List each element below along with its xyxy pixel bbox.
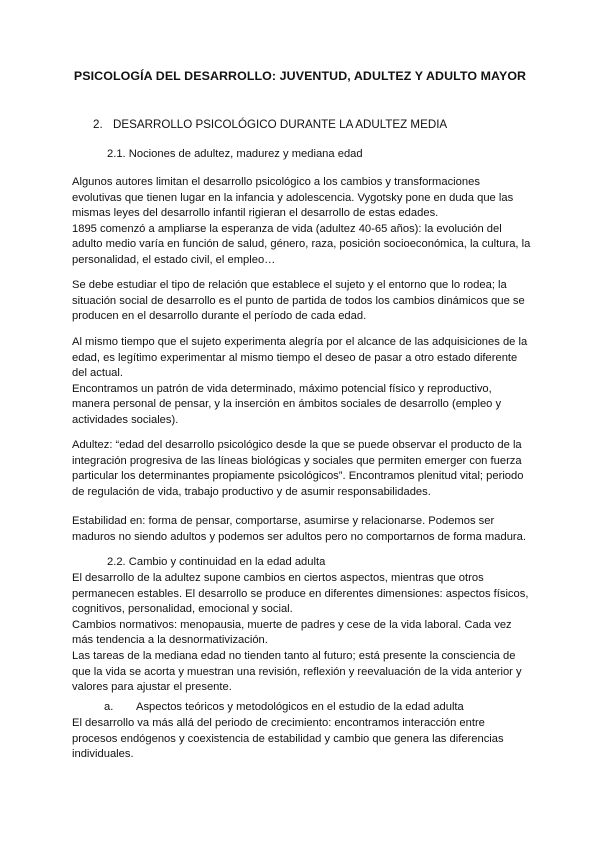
text-line: adulto medio varía en función de salud, género, raza, posición socioeconómica, la cultura, la <box>72 238 531 251</box>
text-line: permanecen estables. El desarrollo se produce en diferentes dimensiones: aspectos físicos, <box>72 587 529 600</box>
text-line: edad, es legítimo experimentar al mismo tiempo el deseo de pasar a otro estado diferente <box>72 351 518 364</box>
text-line: que la vida se acorta y muestran una revisión, reflexión y reevaluación de la vida anterior y <box>72 665 522 678</box>
text-line: situación social de desarrollo es el punto de partida de todos los cambios dinámicos que se <box>72 294 525 307</box>
text-line: Adultez: “edad del desarrollo psicológico desde la que se puede observar el producto de la <box>72 439 522 451</box>
text-line: del actual. <box>72 367 123 380</box>
text-line: valores para ajustar el presente. <box>72 681 232 694</box>
text-line: Encontramos un patrón de vida determinado, máximo potencial físico y reproductivo, <box>72 382 492 395</box>
text-line: manera personal de pensar, y la inserción en ámbitos sociales de desarrollo (empleo y <box>72 398 502 411</box>
paragraph-3 <box>72 335 532 429</box>
subsection-heading-2-1 <box>107 148 363 160</box>
document-title: PSICOLOGÍA DEL DESARROLLO: JUVENTUD, ADULTEZ Y ADULTO MAYOR <box>73 69 527 83</box>
text-line: de regulación de vida, trabajo productivo y de asumir responsabilidades. <box>72 485 431 498</box>
subsection-heading-2-2 <box>107 556 325 568</box>
text-line: individuales. <box>72 748 134 761</box>
section-number: 2. <box>93 118 103 131</box>
paragraph-5 <box>72 514 532 545</box>
text-line: cognitivos, personalidad, emocional y social. <box>72 603 293 616</box>
text-line: mismas leyes del desarrollo infantil rigieran el desarrollo de estas edades. <box>72 207 439 220</box>
text-line: integración progresiva de las líneas biológicas y sociales que permiten emerger con fuerza <box>72 454 522 467</box>
text-line: particular los determinantes propiamente psicológicos”. Encontramos plenitud vital; periodo <box>72 470 524 483</box>
text-line: Se debe estudiar el tipo de relación que establece el sujeto y el entorno que lo rodea; la <box>72 279 507 291</box>
section-label: DESARROLLO PSICOLÓGICO DURANTE LA ADULTEZ MEDIA <box>113 118 448 131</box>
text-line: Estabilidad en: forma de pensar, comportarse, asumirse y relacionarse. Podemos ser <box>72 515 495 527</box>
text-line: 1895 comenzó a ampliarse la esperanza de vida (adultez 40-65 años): la evolución del <box>72 222 502 235</box>
text-line: Cambios normativos: menopausia, muerte de padres y cese de la vida laboral. Cada vez <box>72 618 512 631</box>
subsection-label: Aspectos teóricos y metodológicos en el estudio de la edad adulta <box>136 701 464 713</box>
subsection-number: a. <box>104 701 114 713</box>
subsection-number: 2.1. <box>107 148 126 160</box>
paragraph-6 <box>72 571 532 696</box>
text-line: El desarrollo va más allá del periodo de crecimiento: encontramos interacción entre <box>72 717 485 729</box>
text-line: Las tareas de la mediana edad no tienden tanto al futuro; está presente la consciencia de <box>72 649 516 662</box>
section-heading <box>93 118 447 131</box>
text-line: maduros no siendo adultos y podemos ser adultos pero no comportarnos de forma madura. <box>72 530 526 543</box>
subsection-label: Nociones de adultez, madurez y mediana edad <box>128 148 363 160</box>
text-line: evolutivas que tienen lugar en la infancia y adolescencia. Vygotsky pone en duda que las <box>72 191 514 204</box>
subsection-label: Cambio y continuidad en la edad adulta <box>128 556 326 568</box>
text-line: procesos endógenos y coexistencia de estabilidad y cambio que genera las diferencias <box>72 732 504 745</box>
subsection-number: 2.2. <box>107 556 126 568</box>
text-line: Al mismo tiempo que el sujeto experimenta alegría por el alcance de las adquisiciones de la <box>72 336 528 348</box>
paragraph-2 <box>72 278 532 325</box>
paragraph-7 <box>72 716 532 763</box>
text-line: Algunos autores limitan el desarrollo psicológico a los cambios y transformaciones <box>72 176 480 188</box>
text-line: El desarrollo de la adultez supone cambios en ciertos aspectos, mientras que otros <box>72 572 484 584</box>
paragraph-1 <box>72 175 532 269</box>
text-line: más tendencia a la desnormativización. <box>72 634 268 647</box>
text-line: producen en el desarrollo durante el período de cada edad. <box>72 310 367 323</box>
text-line: actividades sociales). <box>72 413 179 426</box>
subsection-heading-a <box>104 701 464 713</box>
paragraph-4 <box>72 438 532 500</box>
text-line: personalidad, el estado civil, el empleo… <box>72 253 276 266</box>
